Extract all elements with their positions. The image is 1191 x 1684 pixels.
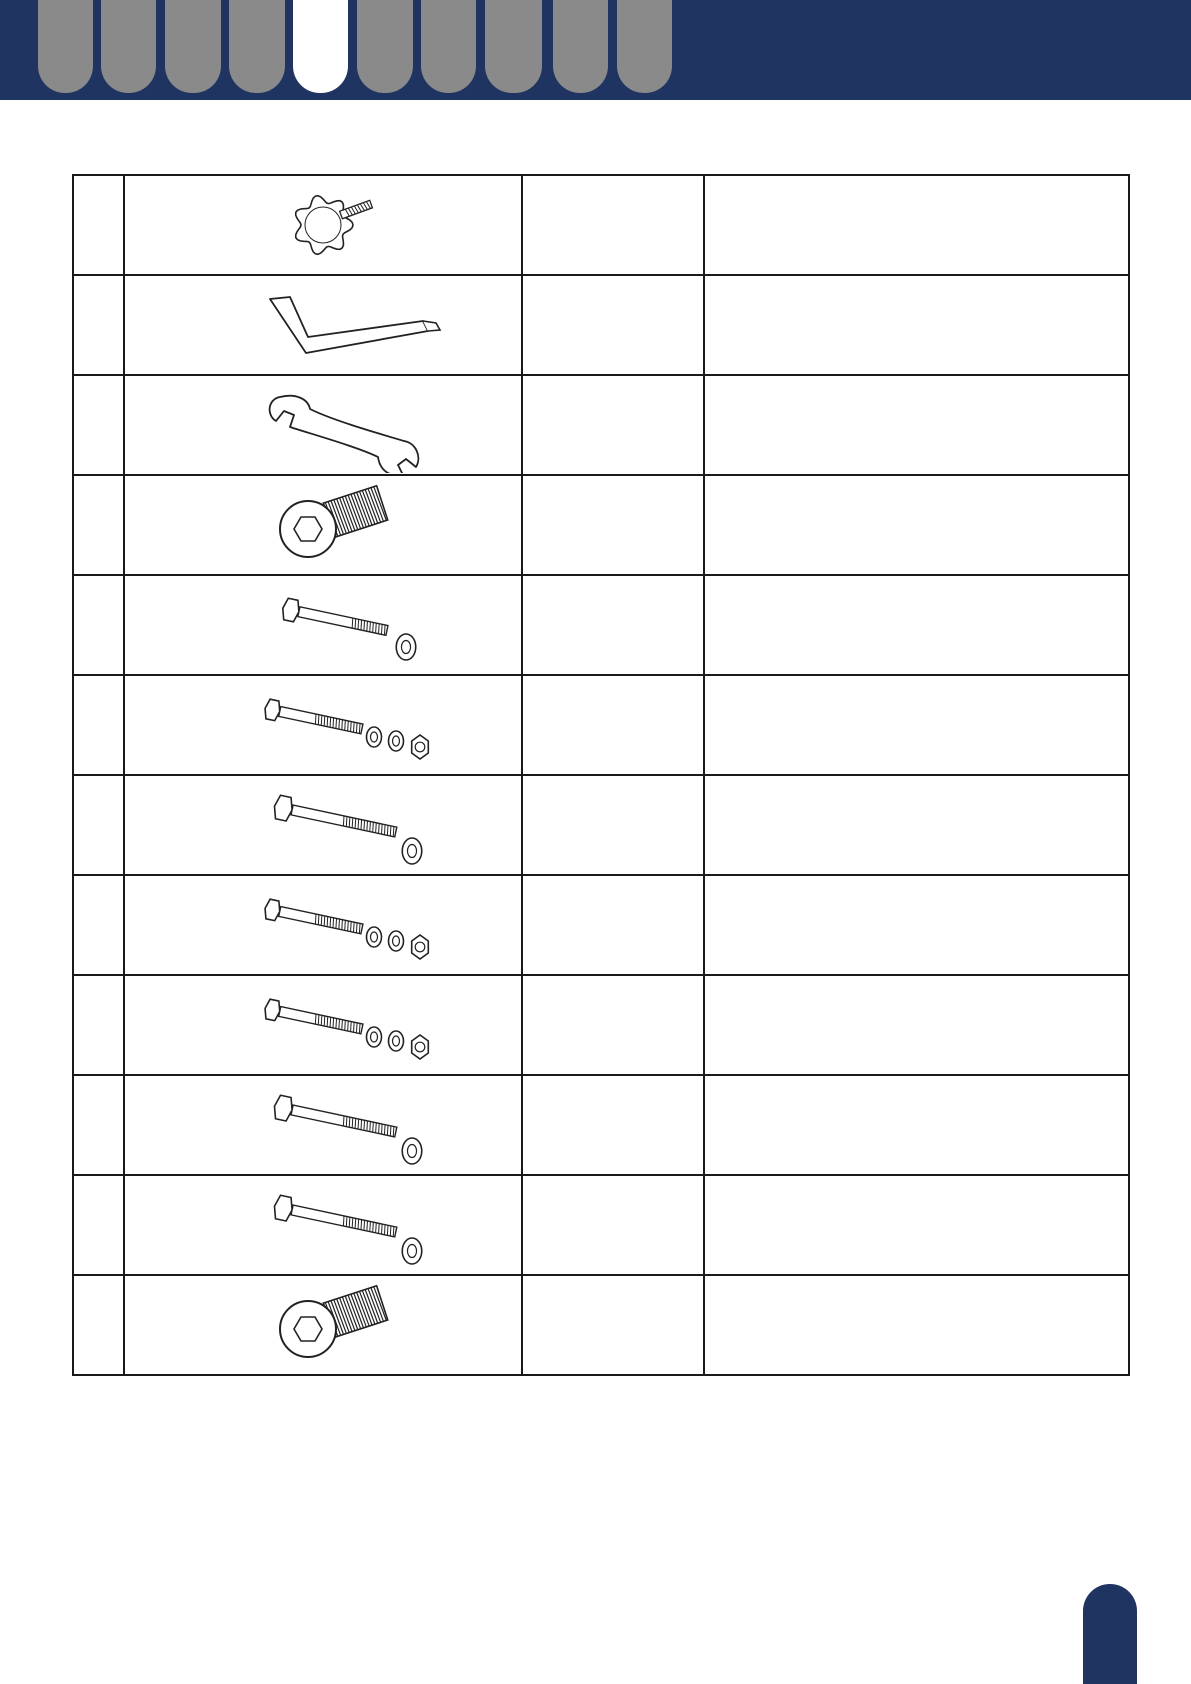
part-quantity-cell bbox=[522, 975, 704, 1075]
socket-head-screw-icon bbox=[158, 477, 488, 573]
part-quantity-cell bbox=[522, 1075, 704, 1175]
long-bolt-washer-icon bbox=[158, 777, 488, 873]
part-number-cell bbox=[73, 675, 124, 775]
part-quantity-cell bbox=[522, 175, 704, 275]
part-quantity-cell bbox=[522, 1275, 704, 1375]
part-number-cell bbox=[73, 375, 124, 475]
bolt-washers-nut-icon bbox=[158, 877, 488, 973]
socket-head-screw-icon bbox=[158, 1277, 488, 1373]
table-row bbox=[73, 975, 1129, 1075]
part-image-cell bbox=[124, 1175, 522, 1275]
part-quantity-cell bbox=[522, 775, 704, 875]
table-row bbox=[73, 475, 1129, 575]
part-image-cell bbox=[124, 275, 522, 375]
part-number-cell bbox=[73, 1275, 124, 1375]
part-image-cell bbox=[124, 1075, 522, 1175]
bolt-washers-nut-icon bbox=[158, 977, 488, 1073]
part-description-cell bbox=[704, 175, 1129, 275]
table-row bbox=[73, 675, 1129, 775]
section-tab-7[interactable] bbox=[421, 0, 476, 93]
bolt-washers-nut-icon bbox=[158, 677, 488, 773]
table-row bbox=[73, 1275, 1129, 1375]
part-number-cell bbox=[73, 475, 124, 575]
table-row bbox=[73, 875, 1129, 975]
part-description-cell bbox=[704, 975, 1129, 1075]
bolt-washer-icon bbox=[158, 577, 488, 673]
table-row bbox=[73, 775, 1129, 875]
part-number-cell bbox=[73, 975, 124, 1075]
section-tab-1[interactable] bbox=[38, 0, 93, 93]
section-tab-6[interactable] bbox=[357, 0, 413, 93]
part-quantity-cell bbox=[522, 275, 704, 375]
part-image-cell bbox=[124, 675, 522, 775]
table-row bbox=[73, 375, 1129, 475]
part-image-cell bbox=[124, 775, 522, 875]
open-wrench-icon bbox=[158, 377, 488, 473]
table-row bbox=[73, 275, 1129, 375]
part-description-cell bbox=[704, 675, 1129, 775]
part-image-cell bbox=[124, 575, 522, 675]
part-quantity-cell bbox=[522, 375, 704, 475]
long-bolt-washer-icon bbox=[158, 1077, 488, 1173]
part-image-cell bbox=[124, 175, 522, 275]
section-tab-10[interactable] bbox=[617, 0, 672, 93]
part-description-cell bbox=[704, 1275, 1129, 1375]
table-row bbox=[73, 1075, 1129, 1175]
part-image-cell bbox=[124, 375, 522, 475]
part-description-cell bbox=[704, 1175, 1129, 1275]
part-quantity-cell bbox=[522, 575, 704, 675]
part-image-cell bbox=[124, 975, 522, 1075]
part-number-cell bbox=[73, 275, 124, 375]
parts-table bbox=[72, 174, 1130, 1376]
part-description-cell bbox=[704, 475, 1129, 575]
part-quantity-cell bbox=[522, 1175, 704, 1275]
star-knob-icon bbox=[158, 177, 488, 273]
part-number-cell bbox=[73, 1075, 124, 1175]
part-number-cell bbox=[73, 175, 124, 275]
section-tab-5[interactable] bbox=[293, 0, 348, 93]
page-number-tab bbox=[1083, 1584, 1137, 1684]
part-quantity-cell bbox=[522, 475, 704, 575]
table-row bbox=[73, 575, 1129, 675]
allen-key-icon bbox=[158, 277, 488, 373]
part-quantity-cell bbox=[522, 875, 704, 975]
part-number-cell bbox=[73, 1175, 124, 1275]
part-description-cell bbox=[704, 775, 1129, 875]
section-tab-2[interactable] bbox=[101, 0, 156, 93]
part-number-cell bbox=[73, 575, 124, 675]
part-description-cell bbox=[704, 275, 1129, 375]
section-tab-4[interactable] bbox=[229, 0, 285, 93]
part-image-cell bbox=[124, 1275, 522, 1375]
part-description-cell bbox=[704, 1075, 1129, 1175]
part-quantity-cell bbox=[522, 675, 704, 775]
part-description-cell bbox=[704, 875, 1129, 975]
part-description-cell bbox=[704, 375, 1129, 475]
section-tab-9[interactable] bbox=[553, 0, 608, 93]
table-row bbox=[73, 175, 1129, 275]
section-tab-3[interactable] bbox=[165, 0, 221, 93]
section-tab-8[interactable] bbox=[485, 0, 542, 93]
long-bolt-washer-icon bbox=[158, 1177, 488, 1273]
part-image-cell bbox=[124, 475, 522, 575]
part-number-cell bbox=[73, 775, 124, 875]
part-description-cell bbox=[704, 575, 1129, 675]
part-number-cell bbox=[73, 875, 124, 975]
part-image-cell bbox=[124, 875, 522, 975]
table-row bbox=[73, 1175, 1129, 1275]
